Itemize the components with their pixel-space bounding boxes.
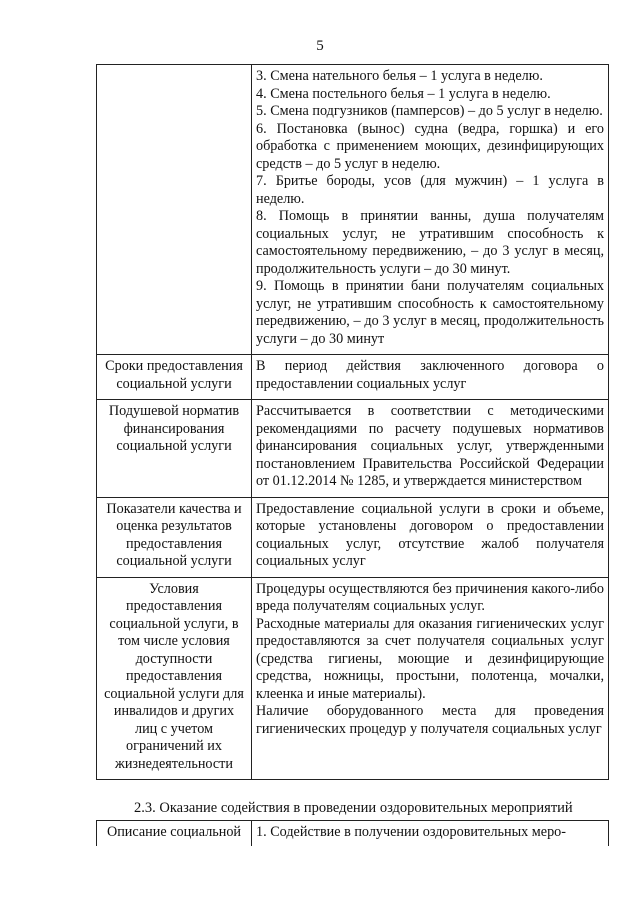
paragraph: Процедуры осуществляются без причинения какого-либо вреда получателям социальных услуг. [256, 580, 604, 614]
list-item: 6. Постановка (вынос) судна (ведра, горшка) и его обработка с применением моющих, дезинфицирующих средств – до 5 услуг в неделю. [256, 120, 604, 172]
paragraph: В период действия заключенного договора о предоставлении социальных услуг [256, 358, 604, 392]
page-number: 5 [316, 38, 324, 54]
row-label [97, 65, 252, 355]
paragraph: Предоставление социальной услуги в сроки и объеме, которые установлены договором о предоставлении социальных услуг, отсутствие жалоб получателя социальных услуг [256, 500, 604, 569]
row-label: Подушевой норматив финансирования социальной услуги [97, 400, 252, 498]
table-row [97, 65, 609, 355]
row-content [252, 400, 609, 498]
list-item: 4. Смена постельного белья – 1 услуга в неделю. [256, 85, 551, 102]
row-label: Показатели качества и оценка результатов предоставления социальной услуги [97, 497, 252, 577]
list-item: 9. Помощь в принятии бани получателям социальных услуг, не утратившим способность к самостоятельному передвижению, – до 3 услуг в месяц, продолжительность услуги – до 30 минут [256, 278, 604, 347]
row-label: Сроки предоставления социальной услуги [97, 355, 252, 400]
row-content [252, 577, 609, 780]
table-row [97, 577, 609, 780]
row-content [252, 497, 609, 577]
service-table [96, 64, 609, 780]
list-item: 7. Бритье бороды, усов (для мужчин) – 1 услуга в неделю. [256, 173, 604, 207]
paragraph: Рассчитывается в соответствии с методическими рекомендациями по расчету подушевых нормативов финансирования социальных услуг, утвержденными постановлением Правительства Российской Федерации от 01.12.2014 № 1285, и утверждается министерством [256, 403, 604, 489]
row-label: Условия предоставления социальной услуги, в том числе условия доступности предоставления социальной услуги для инвалидов и других лиц с учетом ограничений их жизнедеятельности [97, 577, 252, 780]
row-content [252, 65, 609, 355]
paragraph: Наличие оборудованного места для проведения гигиенических процедур у получателя социальных услуг [256, 703, 604, 737]
paragraph: Расходные материалы для оказания гигиенических услуг предоставляются за счет получателя социальных услуг (средства гигиены, моющие и дезинфицирующие средства, ножницы, простыни, полотенца, мочалки, клеенка и иные материалы). [256, 615, 604, 702]
table-row [97, 497, 609, 577]
next-service-table [96, 820, 609, 846]
row-content [252, 355, 609, 400]
list-item: 8. Помощь в принятии ванны, душа получателям социальных услуг, не утратившим способность к самостоятельному передвижению, – до 3 услуг в месяц, продолжительность услуги – до 30 минут. [256, 208, 604, 277]
table-row [97, 821, 609, 846]
table-row [97, 355, 609, 400]
table-row [97, 400, 609, 498]
row-content: 1. Содействие в получении оздоровительных меро- [252, 821, 609, 846]
section-heading: 2.3. Оказание содействия в проведении оздоровительных мероприятий [134, 800, 573, 816]
list-item: 5. Смена подгузников (памперсов) – до 5 услуг в неделю. [256, 103, 603, 119]
list-item: 3. Смена нательного белья – 1 услуга в неделю. [256, 68, 543, 84]
row-label: Описание социальной [97, 821, 252, 846]
